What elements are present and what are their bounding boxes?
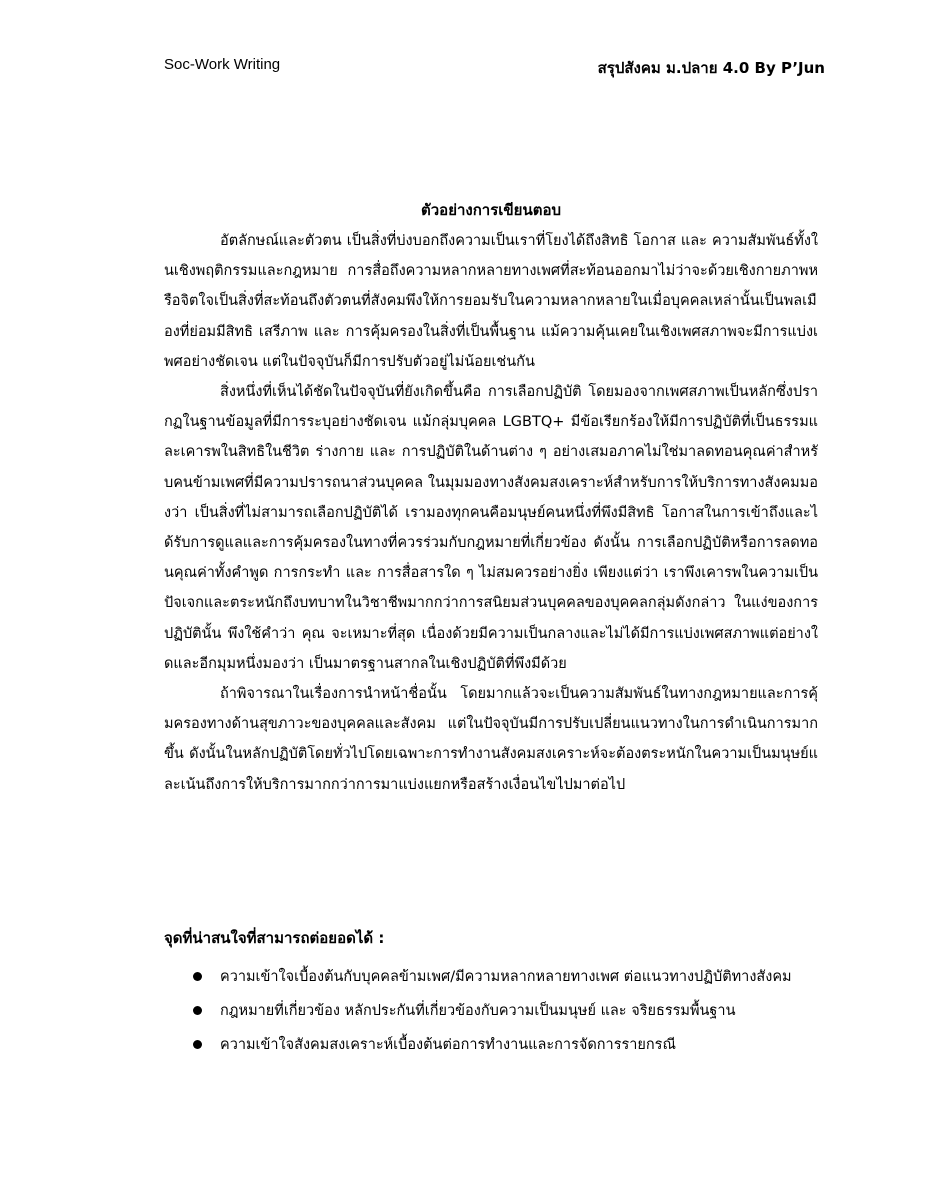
- list-item: [164, 994, 824, 1028]
- extension-points-section: [164, 926, 824, 1062]
- bullet-icon: [193, 972, 202, 981]
- extension-list: [164, 960, 824, 1062]
- answer-example-section: [164, 198, 818, 800]
- list-item: [164, 960, 824, 994]
- section-title: ตัวอย่างการเขียนตอบ: [421, 201, 561, 219]
- extension-heading: จุดที่น่าสนใจที่สามารถต่อยอดได้ :: [164, 929, 385, 947]
- paragraph-2: สิ่งหนึ่งที่เห็นได้ชัดในปัจจุบันที่ยังเกิดขึ้นคือ การเลือกปฏิบัติ โดยมองจากเพศสภาพเป็นหลักซึ่งปรากฏในฐานข้อมูลที่มีการระบุอย่างชัดเจน แม้กลุ่มบุคคล LGBTQ+ มีข้อเรียกร้องให้มีการปฏิบัติที่เป็นธรรมและเคารพในสิทธิในชีวิต ร่างกาย และ การปฏิบัติในด้านต่าง ๆ อย่างเสมอภาคไม่ใช่มาลดทอนคุณค่าสำหรับคนข้ามเพศที่มีความปรารถนาส่วนบุคคล ในมุมมองทางสังคมสงเคราะห์สำหรับการให้บริการทางสังคมมองว่า เป็นสิ่งที่ไม่สามารถเลือกปฏิบัติได้ เรามองทุกคนคือมนุษย์คนหนึ่งที่พึงมีสิทธิ โอกาสในการเข้าถึงและได้รับการดูแลและการคุ้มครองในทางที่ควรร่วมกับกฎหมายที่เกี่ยวข้อง ดังนั้น การเลือกปฏิบัติหรือการลดทอนคุณค่าทั้งคำพูด การกระทำ และ การสื่อสารใด ๆ ไม่สมควรอย่างยิ่ง เพียงแต่ว่า เราพึงเคารพในความเป็นปัจเจกและตระหนักถึงบทบาทในวิชาชีพมากกว่าการสนิยมส่วนบุคคลของบุคคลกลุ่มดังกล่าว ในแง่ของการปฏิบัตินั้น พึงใช้คำว่า คุณ จะเหมาะที่สุด เนื่องด้วยมีความเป็นกลางและไม่ได้มีการแบ่งเพศสภาพแต่อย่างใดและอีกมุมหนึ่งมองว่า เป็นมาตรฐานสากลในเชิงปฏิบัติที่พึงมีด้วย: [164, 384, 818, 672]
- header-right-label: สรุปสังคม ม.ปลาย 4.0 By P’Jun: [597, 59, 825, 77]
- list-item-text: กฎหมายที่เกี่ยวข้อง หลักประกันที่เกี่ยวข้องกับความเป็นมนุษย์ และ จริยธรรมพื้นฐาน: [220, 1003, 736, 1019]
- bullet-icon: [193, 1040, 202, 1049]
- list-item: [164, 1028, 824, 1062]
- list-item-text: ความเข้าใจเบื้องต้นกับบุคคลข้ามเพศ/มีความหลากหลายทางเพศ ต่อแนวทางปฏิบัติทางสังคม: [220, 969, 792, 985]
- list-item-text: ความเข้าใจสังคมสงเคราะห์เบื้องต้นต่อการทำงานและการจัดการรายกรณี: [220, 1037, 676, 1053]
- paragraph-1: อัตลักษณ์และตัวตน เป็นสิ่งที่บ่งบอกถึงความเป็นเราที่โยงได้ถึงสิทธิ โอกาส และ ความสัมพันธ์ทั้งในเชิงพฤติกรรมและกฎหมาย การสื่อถึงความหลากหลายทางเพศที่สะท้อนออกมาไม่ว่าจะด้วยเชิงกายภาพหรือจิตใจเป็นสิ่งที่สะท้อนถึงตัวตนที่สังคมพึงให้การยอมรับในความหลากหลายในเมื่อบุคคลเหล่านั้นเป็นพลเมืองที่ย่อมมีสิทธิ เสรีภาพ และ การคุ้มครองในสิ่งที่เป็นพื้นฐาน แม้ความคุ้นเคยในเชิงเพศสภาพจะมีการแบ่งเพศอย่างชัดเจน แต่ในปัจจุบันก็มีการปรับตัวอยู่ไม่น้อยเช่นกัน: [164, 233, 818, 370]
- paragraph-3: ถ้าพิจารณาในเรื่องการนำหน้าชื่อนั้น โดยมากแล้วจะเป็นความสัมพันธ์ในทางกฎหมายและการคุ้มครองทางด้านสุขภาวะของบุคคลและสังคม แต่ในปัจจุบันมีการปรับเปลี่ยนแนวทางในการดำเนินการมากขึ้น ดังนั้นในหลักปฏิบัติโดยทั่วไปโดยเฉพาะการทำงานสังคมสงเคราะห์จะต้องตระหนักในความเป็นมนุษย์และเน้นถึงการให้บริการมากกว่าการมาแบ่งแยกหรือสร้างเงื่อนไขไปมาต่อไป: [164, 686, 818, 793]
- bullet-icon: [193, 1006, 202, 1015]
- header-left-label: Soc-Work Writing: [164, 56, 281, 73]
